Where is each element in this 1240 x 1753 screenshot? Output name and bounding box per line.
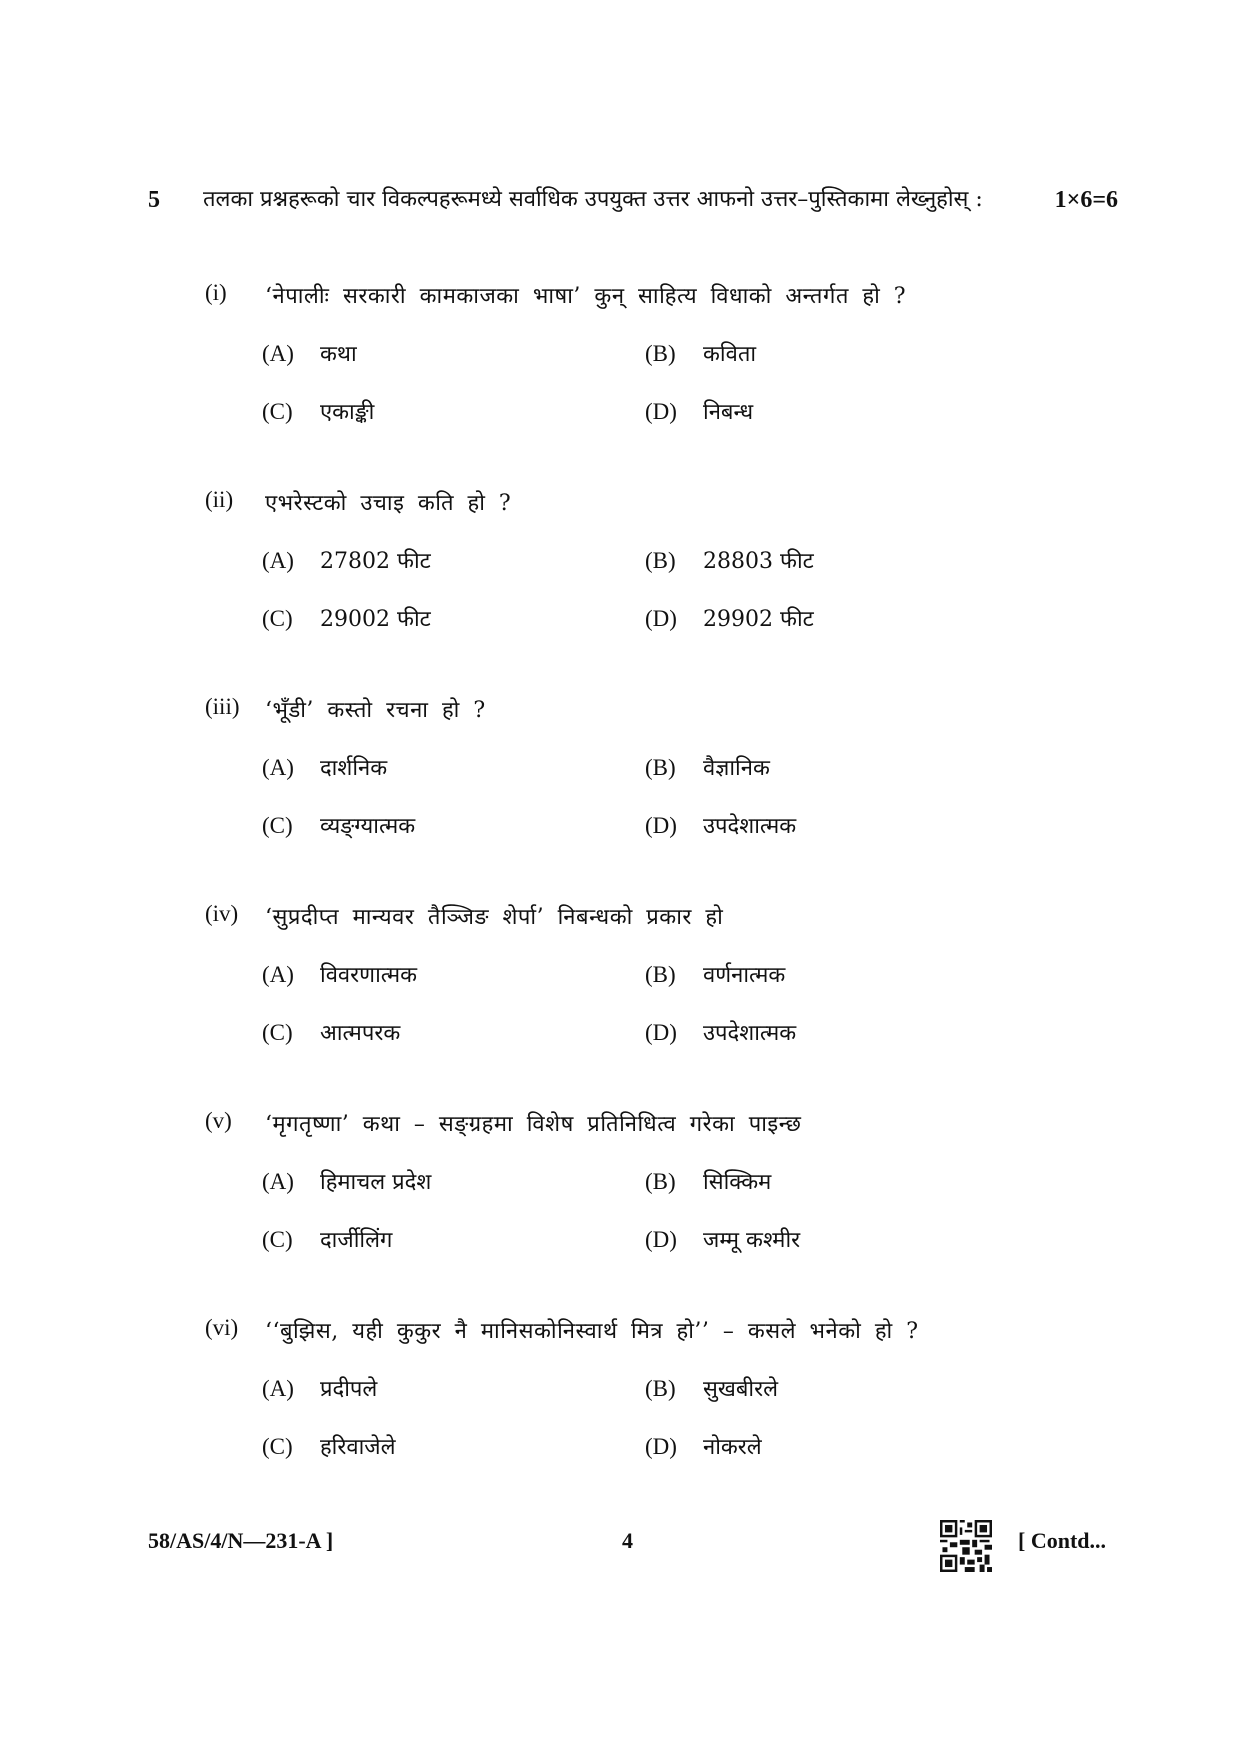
option-label: (D) [645, 606, 677, 631]
option-label: (B) [645, 755, 676, 780]
sub-question-text: ‘‘बुझिस, यही कुकुर नै मानिसकोनिस्वार्थ मित्र हो’’ – कसले भनेको हो ? [265, 1319, 919, 1344]
option-label: (A) [262, 1169, 294, 1194]
option [645, 1431, 762, 1461]
option [262, 1431, 396, 1461]
option-text: प्रदीपले [320, 1377, 378, 1402]
option-text: व्यङ्ग्यात्मक [320, 814, 416, 839]
paper-code: 58/AS/4/N—231-A ] [148, 1528, 334, 1553]
option-label: (C) [262, 1227, 293, 1252]
option [262, 959, 417, 989]
option [262, 545, 431, 575]
option-label: (C) [262, 399, 293, 424]
option [645, 1373, 778, 1403]
option-label: (A) [262, 962, 294, 987]
option [262, 396, 374, 426]
option-text: 29902 फीट [703, 607, 814, 632]
option-text: 28803 फीट [703, 549, 814, 574]
page-number: 4 [622, 1528, 633, 1553]
option-text: वैज्ञानिक [703, 756, 770, 781]
option [262, 603, 431, 633]
option-label: (C) [262, 813, 293, 838]
question-number: 5 [148, 187, 160, 213]
option-text: 29002 फीट [320, 607, 431, 632]
option [645, 545, 814, 575]
option-label: (A) [262, 341, 294, 366]
option [645, 396, 753, 426]
sub-question-label: (iv) [205, 901, 239, 926]
option [645, 752, 770, 782]
option-text: वर्णनात्मक [703, 963, 786, 988]
sub-question-label: (i) [205, 280, 227, 305]
option-label: (A) [262, 755, 294, 780]
continued-label: [ Contd... [1018, 1528, 1107, 1553]
sub-question-text: ‘भूँडी’ कस्तो रचना हो ? [265, 698, 486, 723]
option-text: हरिवाजेले [320, 1435, 396, 1460]
option [262, 338, 357, 368]
sub-question-label: (iii) [205, 694, 240, 719]
option-label: (B) [645, 548, 676, 573]
option-text: उपदेशात्मक [703, 814, 797, 839]
option [645, 1017, 796, 1047]
question-marks: 1×6=6 [1054, 187, 1118, 213]
option-label: (B) [645, 341, 676, 366]
option-label: (C) [262, 606, 293, 631]
option [262, 810, 415, 840]
option-text: जम्मू कश्मीर [703, 1228, 801, 1253]
option [645, 338, 756, 368]
option-label: (C) [262, 1434, 293, 1459]
option [262, 1224, 392, 1254]
option [645, 603, 814, 633]
option [262, 1017, 400, 1047]
option-text: उपदेशात्मक [703, 1021, 797, 1046]
option [262, 1373, 377, 1403]
sub-question-text: ‘सुप्रदीप्त मान्यवर तैञ्जिङ शेर्पा’ निबन्धको प्रकार हो [265, 905, 724, 930]
sub-question-text: ‘नेपालीः सरकारी कामकाजका भाषा’ कुन् साहित्य विधाको अन्तर्गत हो ? [265, 284, 907, 309]
option-text: कविता [703, 342, 757, 367]
option-text: कथा [320, 342, 357, 367]
option [645, 959, 785, 989]
option-text: सुखबीरले [703, 1377, 779, 1402]
sub-question-label: (v) [205, 1108, 232, 1133]
option-text: विवरणात्मक [320, 963, 417, 988]
option-label: (D) [645, 1020, 677, 1045]
option [645, 810, 796, 840]
option-label: (A) [262, 548, 294, 573]
option-text: आत्मपरक [320, 1021, 401, 1046]
option [262, 752, 387, 782]
question-instruction: तलका प्रश्नहरूको चार विकल्पहरूमध्ये सर्वाधिक उपयुक्त उत्तर आफनो उत्तर–पुस्तिकामा लेख्नुहोस् : [203, 187, 983, 212]
option-text: दार्शनिक [320, 756, 388, 781]
option-text: निबन्ध [703, 400, 754, 425]
option-text: नोकरले [703, 1435, 762, 1460]
option-text: दार्जीलिंग [320, 1228, 393, 1253]
option-label: (D) [645, 1227, 677, 1252]
option-text: एकाङ्की [320, 400, 375, 425]
sub-question-label: (vi) [205, 1315, 239, 1340]
option [645, 1166, 771, 1196]
option [645, 1224, 800, 1254]
option-label: (B) [645, 962, 676, 987]
sub-question-text: एभरेस्टको उचाइ कति हो ? [265, 491, 512, 516]
sub-question-label: (ii) [205, 487, 234, 512]
option [262, 1166, 431, 1196]
option-label: (B) [645, 1169, 676, 1194]
option-label: (D) [645, 399, 677, 424]
option-label: (C) [262, 1020, 293, 1045]
qr-code-icon [940, 1520, 992, 1572]
option-label: (D) [645, 1434, 677, 1459]
option-label: (A) [262, 1376, 294, 1401]
option-text: 27802 फीट [320, 549, 431, 574]
option-label: (B) [645, 1376, 676, 1401]
sub-question-text: ‘मृगतृष्णा’ कथा – सङ्ग्रहमा विशेष प्रतिनिधित्व गरेका पाइन्छ [265, 1112, 802, 1137]
option-label: (D) [645, 813, 677, 838]
option-text: सिक्किम [703, 1170, 772, 1195]
option-text: हिमाचल प्रदेश [320, 1170, 432, 1195]
